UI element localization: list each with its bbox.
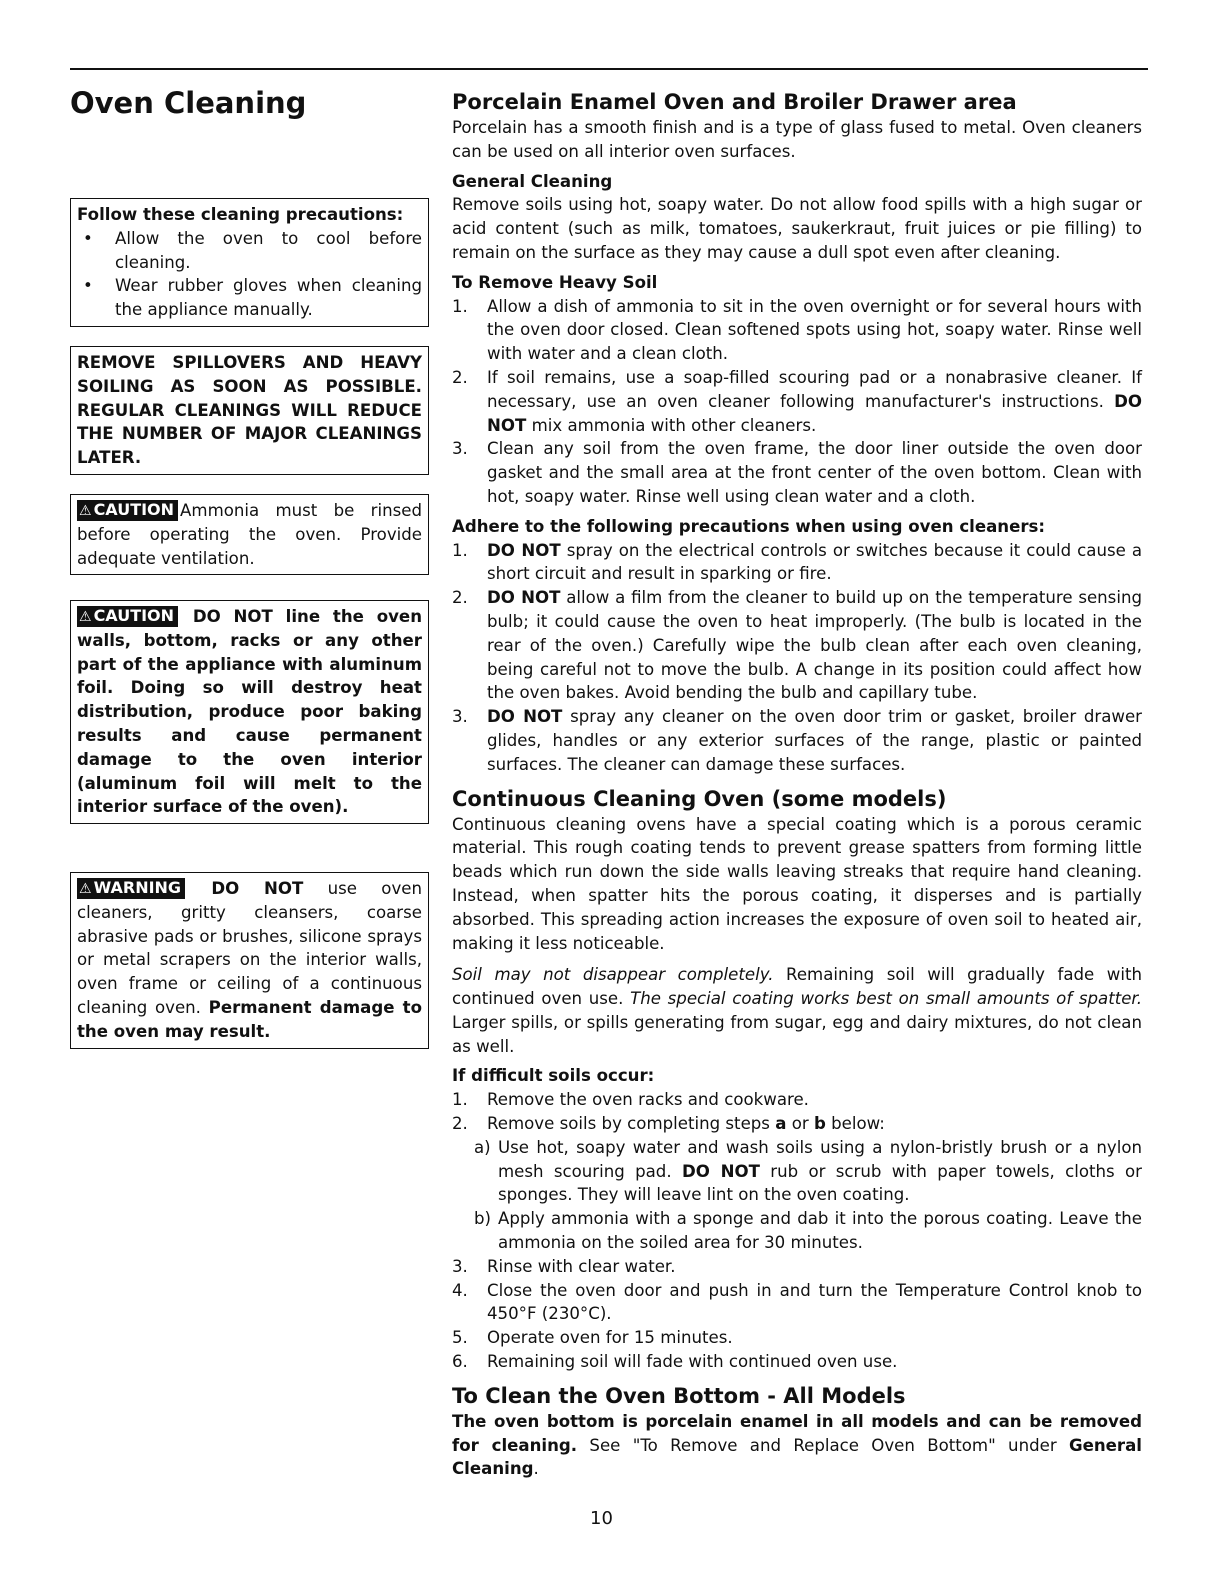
continuous-paragraph-2: Soil may not disappear completely. Remaining soil will gradually fade with continued oven use. The special coating works best on small amounts of spatter. Larger spills, or spills generating from sugar, egg and dairy mixtures, do not clean as well. [452,965,1142,1056]
precautions-list [77,227,422,322]
warning-box [70,872,429,1049]
remove-notice-text: REMOVE SPILLOVERS AND HEAVY SOILING AS SOON AS POSSIBLE. REGULAR CLEANINGS WILL REDUCE THE NUMBER OF MAJOR CLEANINGS LATER. [77,353,422,468]
general-cleaning-text: Remove soils using hot, soapy water. Do not allow food spills with a high sugar or acid content (such as milk, tomatoes, saukerkraut, fruit juices or pie filling) to remain on the surface as they may cause a dull spot even after cleaning. [452,195,1142,262]
heavy-soil-list [452,295,1142,509]
precautions-box [70,198,429,327]
caution-ammonia-box [70,494,429,575]
list-item: 4. Close the oven door and push in and turn the Temperature Control knob to 450°F (230°C). [452,1280,1142,1324]
porcelain-heading: Porcelain Enamel Oven and Broiler Drawer area [452,90,1017,114]
warning-triangle-icon: ⚠ [79,503,92,519]
list-item: 3. Rinse with clear water. [452,1256,676,1276]
warning-triangle-icon: ⚠ [79,881,92,897]
caution-foil-box [70,600,429,824]
oven-bottom-text: The oven bottom is porcelain enamel in all models and can be removed for cleaning. See "To Remove and Replace Oven Bottom" under General Cleaning. [452,1411,1142,1479]
caution-badge [77,500,178,521]
warning-lead: DO NOT [211,879,304,898]
remove-spillovers-notice [70,346,429,475]
list-item: 2. Remove soils by completing steps a or b below: a) Use hot, soapy water and wash soils using a nylon-bristly brush or a nylon mesh scouring pad. DO NOT rub or scrub with paper towels, cloths or sponges. They will leave lint on the oven coating. b) Apply ammonia with a sponge and dab it into the porous coating. Leave the ammonia on the soiled area for 30 minutes. [452,1112,1142,1255]
list-item: 6. Remaining soil will fade with continued oven use. [452,1352,898,1372]
list-item: a) Use hot, soapy water and wash soils using a nylon-bristly brush or a nylon mesh scouring pad. DO NOT rub or scrub with paper towels, cloths or sponges. They will leave lint on the oven coating. [474,1137,1142,1205]
warning-triangle-icon: ⚠ [79,609,92,625]
heavy-soil-heading: To Remove Heavy Soil [452,272,658,292]
page-title: Oven Cleaning [70,86,307,120]
difficult-soils-list [452,1088,1142,1374]
adhere-heading: Adhere to the following precautions when using oven cleaners: [452,516,1046,536]
warning-text: use oven cleaners, gritty cleansers, coarse abrasive pads or brushes, silicone sprays or metal scrapers on the interior walls, oven frame or ceiling of a continuous cleaning oven. [77,879,422,1017]
list-item: 3. Clean any soil from the oven frame, the door liner outside the oven door gasket and the small area at the front center of the oven bottom. Clean with hot, soapy water. Rinse well using clean water and a cloth. [452,439,1142,506]
warning-badge [77,878,185,899]
caution-badge-label: CAUTION [93,606,175,625]
caution-ammonia-text: Ammonia must be rinsed before operating the oven. Provide adequate ventilation. [77,501,422,568]
list-item: • Wear rubber gloves when cleaning the appliance manually. [77,274,422,322]
caution-badge-label: CAUTION [93,500,175,519]
warning-tail: Permanent damage to the oven may result. [77,997,423,1041]
caution-foil-text: DO NOT line the oven walls, bottom, racks or any other part of the appliance with aluminum foil. Doing so will destroy heat distribution, produce poor baking results and cause permanent damage to the oven interior (aluminum foil will melt to the interior surface of the oven). [77,607,423,817]
list-item: • Allow the oven to cool before cleaning. [77,227,422,275]
continuous-heading: Continuous Cleaning Oven (some models) [452,786,947,811]
precautions-heading: Follow these cleaning precautions: [77,205,404,224]
continuous-intro: Continuous cleaning ovens have a special coating which is a porous ceramic material. This rough coating tends to prevent grease spatters from forming little beads which run down the side walls leaving streaks that require hand cleaning. Instead, when spatter hits the porous coating, it disperses and is partially absorbed. This spreading action increases the exposure of oven soil to heated air, making it less noticeable. [452,814,1142,953]
list-item: 1. Allow a dish of ammonia to sit in the oven overnight or for several hours with the oven door closed. Clean softened spots using hot, soapy water. Rinse well with water and a clean cloth. [452,296,1142,364]
page-number: 10 [590,1508,613,1529]
list-item: 3. DO NOT spray any cleaner on the oven door trim or gasket, broiler drawer glides, handles or any exterior surfaces of the range, plastic or painted surfaces. The cleaner can damage these surfaces. [452,707,1142,774]
main-column [452,88,1142,1481]
top-rule [70,68,1148,70]
general-cleaning-heading: General Cleaning [452,171,613,191]
porcelain-intro: Porcelain has a smooth finish and is a type of glass fused to metal. Oven cleaners can be used on all interior oven surfaces. [452,118,1142,161]
list-item: 5. Operate oven for 15 minutes. [452,1328,733,1348]
sub-steps [452,1136,1142,1255]
list-item: 1. Remove the oven racks and cookware. [452,1090,809,1110]
warning-badge-label: WARNING [93,878,182,897]
list-item: 1. DO NOT spray on the electrical controls or switches because it could cause a short circuit and result in sparking or fire. [452,540,1142,584]
oven-bottom-heading: To Clean the Oven Bottom - All Models [452,1383,906,1408]
list-item: 2. DO NOT allow a film from the cleaner to build up on the temperature sensing bulb; it could cause the oven to heat improperly. (The bulb is located in the rear of the oven.) Carefully wipe the bulb clean after each oven cleaning, being careful not to move the bulb. A change in its position could affect how the oven bakes. Avoid bending the bulb and capillary tube. [452,588,1142,703]
adhere-list [452,539,1142,777]
list-item: b) Apply ammonia with a sponge and dab it into the porous coating. Leave the ammonia on the soiled area for 30 minutes. [474,1209,1142,1253]
difficult-soils-heading: If difficult soils occur: [452,1066,655,1086]
caution-badge [77,606,178,627]
list-item: 2. If soil remains, use a soap-filled scouring pad or a nonabrasive cleaner. If necessary, use an oven cleaner following manufacturer's instructions. DO NOT mix ammonia with other cleaners. [452,367,1142,435]
